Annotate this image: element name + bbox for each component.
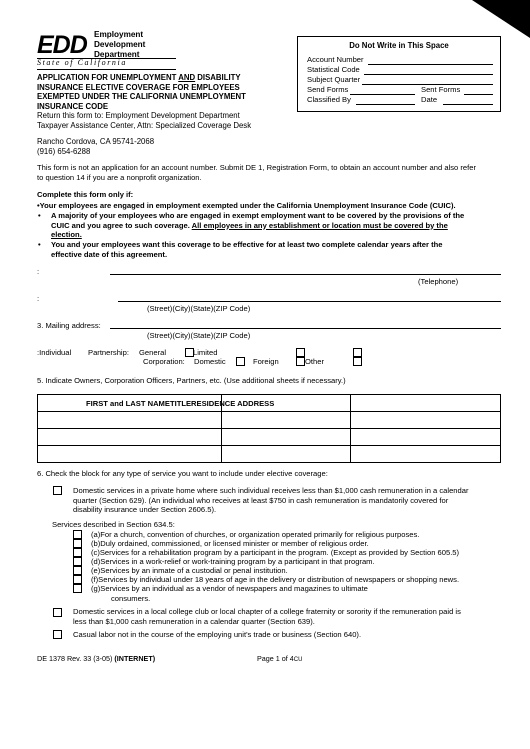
logo-development: Development (94, 40, 146, 49)
service-f-text: (f)Services by individual under 18 years of age in the delivery or distribution of newspapers or shopping news. (91, 575, 460, 584)
statistical-code-label: Statistical Code (307, 65, 360, 74)
owners-question: 5. Indicate Owners, Corporation Officers, Partners, etc. (Use additional sheets if necessary.) (37, 376, 346, 385)
owner-address-cell[interactable] (351, 446, 501, 463)
condition-2-bullet: • (38, 211, 41, 220)
business-name-field[interactable] (110, 274, 501, 275)
question-2-label: : (37, 294, 40, 303)
college-services-checkbox[interactable] (53, 608, 62, 617)
logo-rule-bottom (37, 69, 176, 70)
edd-logo: EDD (37, 31, 87, 59)
domestic-services-text: Domestic services in a private home where such individual receives less than $1,000 cash remuneration in a calendar quarter (Section 629). (An individual who receives at least $750 in cash remuneration is mandatorily covered for disability insurance under Section 2606.5). (73, 486, 469, 514)
table-row (38, 429, 501, 446)
conditions-heading: Complete this form only if: (37, 190, 134, 199)
domestic-services-checkbox[interactable] (53, 486, 62, 495)
other-checkbox[interactable] (353, 357, 362, 366)
mailing-address-hint: (Street)(City)(State)(ZIP Code) (147, 331, 251, 340)
logo-employment: Employment (94, 30, 144, 39)
account-number-label: Account Number (307, 55, 364, 64)
corner-mark (472, 0, 530, 38)
telephone-label: (Telephone) (418, 277, 459, 286)
form-number: DE 1378 Rev. 33 (3-05) (INTERNET) (37, 654, 156, 663)
classified-by-line (356, 104, 415, 105)
owner-title-cell[interactable] (222, 446, 351, 463)
mailing-address-field[interactable] (110, 328, 501, 329)
owner-title-cell[interactable] (222, 429, 351, 446)
office-use-box (297, 36, 501, 112)
sent-forms-label: Sent Forms (421, 85, 461, 94)
service-b-text: (b)Duly ordained, commissioned, or licensed minister or member of religious order. (91, 539, 369, 548)
section-634-heading: Services described in Section 634.5: (52, 520, 175, 529)
form-title: APPLICATION FOR UNEMPLOYMENT AND DISABILITY INSURANCE ELECTIVE COVERAGE FOR EMPLOYEES EXEMPTED UNDER THE CALIFORNIA UNEMPLOYMENT INSURANCE CODE (37, 73, 246, 111)
logo-state: State of California (37, 58, 127, 67)
corporation-label: Corporation: (143, 357, 185, 366)
date-line (443, 104, 493, 105)
send-forms-label: Send Forms (307, 85, 349, 94)
logo-department: Department (94, 50, 140, 59)
owners-table (37, 394, 501, 463)
casual-labor-text: Casual labor not in the course of the employing unit's trade or business (Section 640). (73, 630, 362, 639)
domestic-label: Domestic (194, 357, 226, 366)
intro-text: This form is not an application for an account number. Submit DE 1, Registration Form, to obtain an account number and also refer to question 14 if you are a nonprofit organization. (37, 163, 476, 182)
service-d-checkbox[interactable] (73, 557, 82, 566)
services-question: 6. Check the block for any type of service you want to include under elective coverage: (37, 469, 328, 478)
statistical-code-line (364, 74, 493, 75)
service-b-checkbox[interactable] (73, 539, 82, 548)
foreign-label: Foreign (253, 357, 279, 366)
subject-quarter-label: Subject Quarter (307, 75, 361, 84)
foreign-checkbox[interactable] (296, 357, 305, 366)
college-services-text: Domestic services in a local college club or local chapter of a college fraternity or sorority if the remuneration paid is less than $1,000 cash remuneration in a calendar quarter (Section 639). (73, 607, 461, 626)
owner-address-cell[interactable] (351, 412, 501, 429)
condition-3: You and your employees want this coverage to be effective for at least two complete calendar years after the effective date of this agreement. (51, 240, 443, 259)
page-number: Page 1 of 4CU (257, 654, 303, 663)
business-address-hint: (Street)(City)(State)(ZIP Code) (147, 304, 251, 313)
return-instructions: Return this form to: Employment Development Department Taxpayer Assistance Center, Attn: Specialized Coverage Desk (37, 111, 252, 130)
account-number-line (368, 64, 493, 65)
table-row (38, 395, 501, 412)
owner-title-cell[interactable] (222, 412, 351, 429)
general-label: General (139, 348, 167, 357)
sent-forms-line (464, 94, 493, 95)
partnership-label: Partnership: (88, 348, 129, 357)
service-f-checkbox[interactable] (73, 575, 82, 584)
condition-1: •Your employees are engaged in employment exempted under the California Unemployment Insurance Code (CUIC). (37, 201, 456, 210)
service-a-text: (a)For a church, convention of churches, or organization operated primarily for religious purposes. (91, 530, 420, 539)
classified-by-label: Classified By (307, 95, 351, 104)
send-forms-line (350, 94, 415, 95)
office-box-title: Do Not Write in This Space (349, 41, 449, 50)
table-row (38, 412, 501, 429)
limited-label: Limited (193, 348, 218, 357)
owner-name-cell[interactable] (38, 429, 222, 446)
limited-checkbox[interactable] (296, 348, 305, 357)
service-c-checkbox[interactable] (73, 548, 82, 557)
service-e-checkbox[interactable] (73, 566, 82, 575)
service-a-checkbox[interactable] (73, 530, 82, 539)
owner-name-cell[interactable] (38, 446, 222, 463)
other-label: Other (305, 357, 324, 366)
business-address-field[interactable] (118, 301, 501, 302)
condition-2: A majority of your employees who are engaged in exempt employment want to be covered by the provisions of the CUIC and you agree to such coverage. All employees in any establishment or location must be covered by the election. (51, 211, 465, 239)
mailing-address-label: 3. Mailing address: (37, 321, 101, 330)
date-label: Date (421, 95, 438, 104)
domestic-checkbox[interactable] (236, 357, 245, 366)
service-g-text: (g)Services by an individual as a vendor of newspapers and magazines to ultimate consumers. (91, 584, 368, 603)
service-g-checkbox[interactable] (73, 584, 82, 593)
return-address: Rancho Cordova, CA 95741-2068 (916) 654-6288 (37, 137, 155, 156)
service-e-text: (e)Services by an inmate of a custodial or penal institution. (91, 566, 288, 575)
owner-name-cell[interactable] (38, 412, 222, 429)
service-c-text: (c)Services for a rehabilitation program by a participant in the program. (Except as provided by Section 605.5) (91, 548, 460, 557)
casual-labor-checkbox[interactable] (53, 630, 62, 639)
individual-label: :Individual (37, 348, 72, 357)
condition-3-bullet: • (38, 240, 41, 249)
individual-checkbox[interactable] (353, 348, 362, 357)
service-d-text: (d)Services in a work-relief or work-training program by a participant in that program. (91, 557, 375, 566)
table-row (38, 446, 501, 463)
question-1-label: : (37, 267, 40, 276)
owner-address-cell[interactable] (351, 429, 501, 446)
owners-table-header: FIRST and LAST NAMETITLERESIDENCE ADDRESS (86, 399, 275, 408)
